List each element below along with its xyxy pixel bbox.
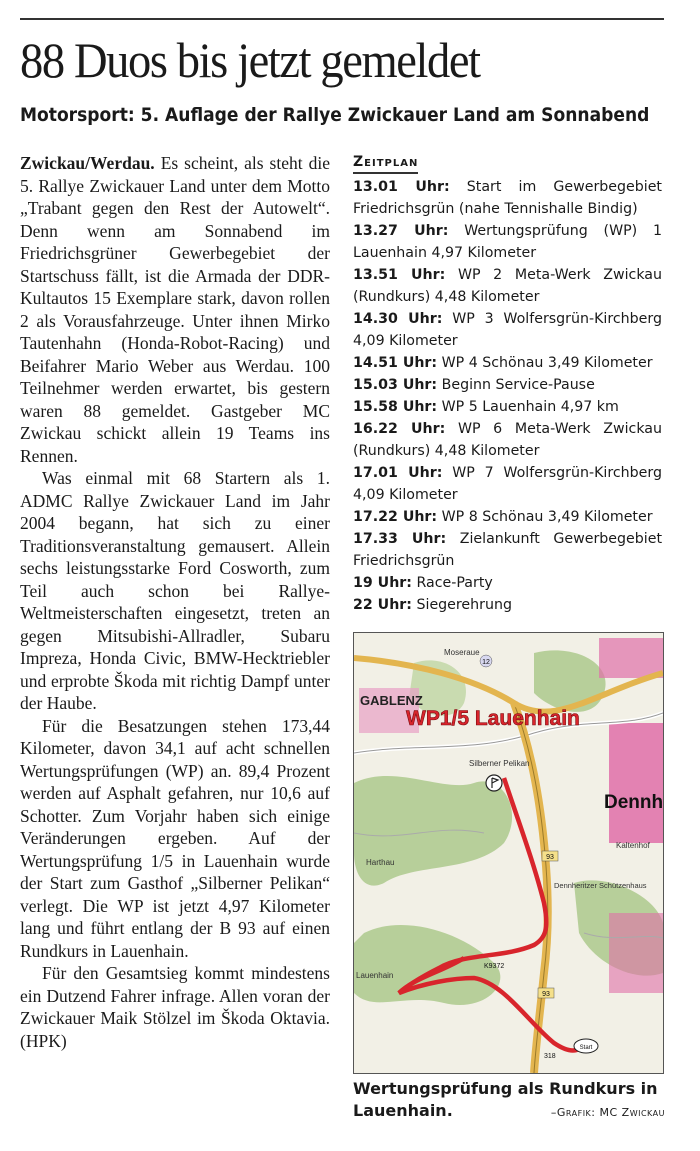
road-number: K9372 bbox=[484, 963, 505, 970]
schedule-text: WP 4 Schönau 3,49 Kilometer bbox=[441, 355, 653, 371]
schedule-item bbox=[353, 176, 662, 220]
settlement-dennheritz bbox=[609, 723, 663, 843]
map-caption bbox=[353, 1078, 665, 1124]
schedule-item bbox=[353, 462, 662, 506]
stage-label: WP1/5 Lauenhain bbox=[406, 707, 580, 730]
settlement-area bbox=[609, 913, 663, 993]
article-paragraph bbox=[20, 152, 330, 467]
road-number: 12 bbox=[482, 659, 490, 666]
schedule-time: 16.22 Uhr: bbox=[353, 421, 446, 437]
schedule-item bbox=[353, 418, 662, 462]
schedule-title: Zeitplan bbox=[353, 152, 418, 174]
schedule-time: 15.03 Uhr: bbox=[353, 377, 438, 393]
schedule-item bbox=[353, 264, 662, 308]
schedule-text: Start im Gewerbegebiet Friedrichsgrün (nahe Tennishalle Bindig) bbox=[353, 179, 662, 217]
schedule-text: Siegerehrung bbox=[416, 597, 512, 613]
schedule-item bbox=[353, 374, 662, 396]
paragraph-text: Es scheint, als steht die 5. Rallye Zwickauer Land unter dem Motto „Trabant gegen den Rest der Autowelt“. Denn wenn am Sonnabend im Friedrichsgrüner Gewerbegebiet der Startschuss fällt, ist die Armada der DDR-Kultautos 15 Exemplare stark, davon rollen 2 als Vorausfahrzeuge. Unter ihnen Mirko Tautenhahn (Honda-Robot-Racing) und Beifahrer Mario Weber aus Werdau. 100 Teilnehmer werden erwartet, bis gestern waren 88 gemeldet. Gastgeber MC Zwickau schickt allein 19 Teams ins Rennen. bbox=[20, 153, 330, 466]
place-label: Silberner Pelikan bbox=[469, 759, 530, 768]
caption-line: Wertungsprüfung als Rundkurs in bbox=[353, 1079, 658, 1098]
schedule-time: 22 Uhr: bbox=[353, 597, 412, 613]
schedule-item bbox=[353, 308, 662, 352]
road-number: 93 bbox=[542, 991, 550, 998]
schedule-time: 13.51 Uhr: bbox=[353, 267, 446, 283]
schedule-time: 14.30 Uhr: bbox=[353, 311, 443, 327]
schedule-text: WP 2 Meta-Werk Zwickau (Rundkurs) 4,48 Kilometer bbox=[353, 267, 662, 305]
schedule-text: Zielankunft Gewerbegebiet Friedrichsgrün bbox=[353, 531, 663, 569]
road-number: 318 bbox=[544, 1053, 556, 1060]
schedule-text: Wertungsprüfung (WP) 1 Lauenhain 4,97 Kilometer bbox=[353, 223, 663, 261]
schedule-text: Beginn Service-Pause bbox=[441, 377, 595, 393]
place-label: Kaltenhof bbox=[616, 841, 650, 850]
article-paragraph: Für die Besatzungen stehen 173,44 Kilometer, davon 34,1 auf acht schnellen Wertungsprüfungen (WP) an. 89,4 Prozent werden auf Asphalt gefahren, nur 10,6 auf Schotter. Zum Vorjahr haben sich einige Veränderungen ergeben. Auf der Wertungsprüfung 1/5 in Lauenhain wurde der Start zum Gasthof „Silberner Pelikan“ verlegt. Die WP ist jetzt 4,97 Kilometer lang und führt entlang der B 93 auf einen Rundkurs in Lauenhain. bbox=[20, 715, 330, 961]
schedule-time: 13.27 Uhr: bbox=[353, 223, 449, 239]
settlement-area bbox=[599, 638, 663, 678]
schedule-text: Race-Party bbox=[416, 575, 493, 591]
top-rule bbox=[20, 18, 664, 20]
headline: 88 Duos bis jetzt gemeldet bbox=[20, 32, 480, 88]
schedule-text: WP 7 Wolfersgrün-Kirchberg 4,09 Kilometer bbox=[353, 465, 662, 503]
schedule-text: WP 8 Schönau 3,49 Kilometer bbox=[441, 509, 653, 525]
place-label: Dennh bbox=[604, 792, 663, 813]
start-marker-icon bbox=[486, 775, 502, 791]
schedule-text: WP 3 Wolfersgrün-Kirchberg 4,09 Kilometer bbox=[353, 311, 662, 349]
article-body bbox=[20, 152, 330, 1052]
schedule-item bbox=[353, 528, 662, 572]
road-number: 93 bbox=[546, 854, 554, 861]
graphic-credit: –Grafik: MC Zwickau bbox=[550, 1106, 665, 1119]
route-map bbox=[353, 632, 664, 1074]
schedule-text: WP 5 Lauenhain 4,97 km bbox=[441, 399, 619, 415]
schedule-time: 17.33 Uhr: bbox=[353, 531, 447, 547]
schedule-item bbox=[353, 506, 662, 528]
place-label: Lauenhain bbox=[356, 971, 394, 980]
caption-line bbox=[353, 1100, 665, 1124]
schedule-time: 17.22 Uhr: bbox=[353, 509, 438, 525]
article-paragraph: Was einmal mit 68 Startern als 1. ADMC Rallye Zwickauer Land im Jahr 2004 begann, hat sich zu einer Traditionsveranstaltung gemausert. Allein sechs leistungsstarke Ford Cosworth, zum Teil auch schon bei Rallye-Weltmeisterschaften eingesetzt, treten an gegen Mitsubishi-Allradler, Subaru Impreza, Honda Civic, BMW-Hecktriebler und erprobte Škoda mit richtig Dampf unter der Haube. bbox=[20, 468, 330, 713]
schedule-time: 17.01 Uhr: bbox=[353, 465, 443, 481]
route-map-graphic bbox=[354, 633, 663, 1073]
schedule-item bbox=[353, 594, 662, 616]
schedule-item bbox=[353, 220, 662, 264]
schedule-list bbox=[353, 176, 662, 616]
dateline: Zwickau/Werdau. bbox=[20, 153, 155, 173]
schedule-time: 19 Uhr: bbox=[353, 575, 412, 591]
schedule-item bbox=[353, 396, 662, 418]
schedule-time: 15.58 Uhr: bbox=[353, 399, 438, 415]
schedule-text: WP 6 Meta-Werk Zwickau (Rundkurs) 4,48 Kilometer bbox=[353, 421, 662, 459]
place-label: Dennheritzer Schützenhaus bbox=[554, 881, 647, 890]
caption-text: Lauenhain. bbox=[353, 1101, 453, 1120]
marker-label: Start bbox=[579, 1045, 593, 1051]
place-label: Moseraue bbox=[444, 648, 480, 657]
place-label: Harthau bbox=[366, 858, 395, 867]
subheadline: Motorsport: 5. Auflage der Rallye Zwickauer Land am Sonnabend bbox=[20, 104, 650, 126]
schedule-time: 13.01 Uhr: bbox=[353, 179, 450, 195]
schedule-item bbox=[353, 572, 662, 594]
article-paragraph: Für den Gesamtsieg kommt mindestens ein Dutzend Fahrer infrage. Allen voran der Zwickauer Maik Stölzel im Škoda Oktavia. (HPK) bbox=[20, 963, 330, 1051]
schedule-item bbox=[353, 352, 662, 374]
schedule-time: 14.51 Uhr: bbox=[353, 355, 438, 371]
place-label: GABLENZ bbox=[360, 693, 423, 708]
